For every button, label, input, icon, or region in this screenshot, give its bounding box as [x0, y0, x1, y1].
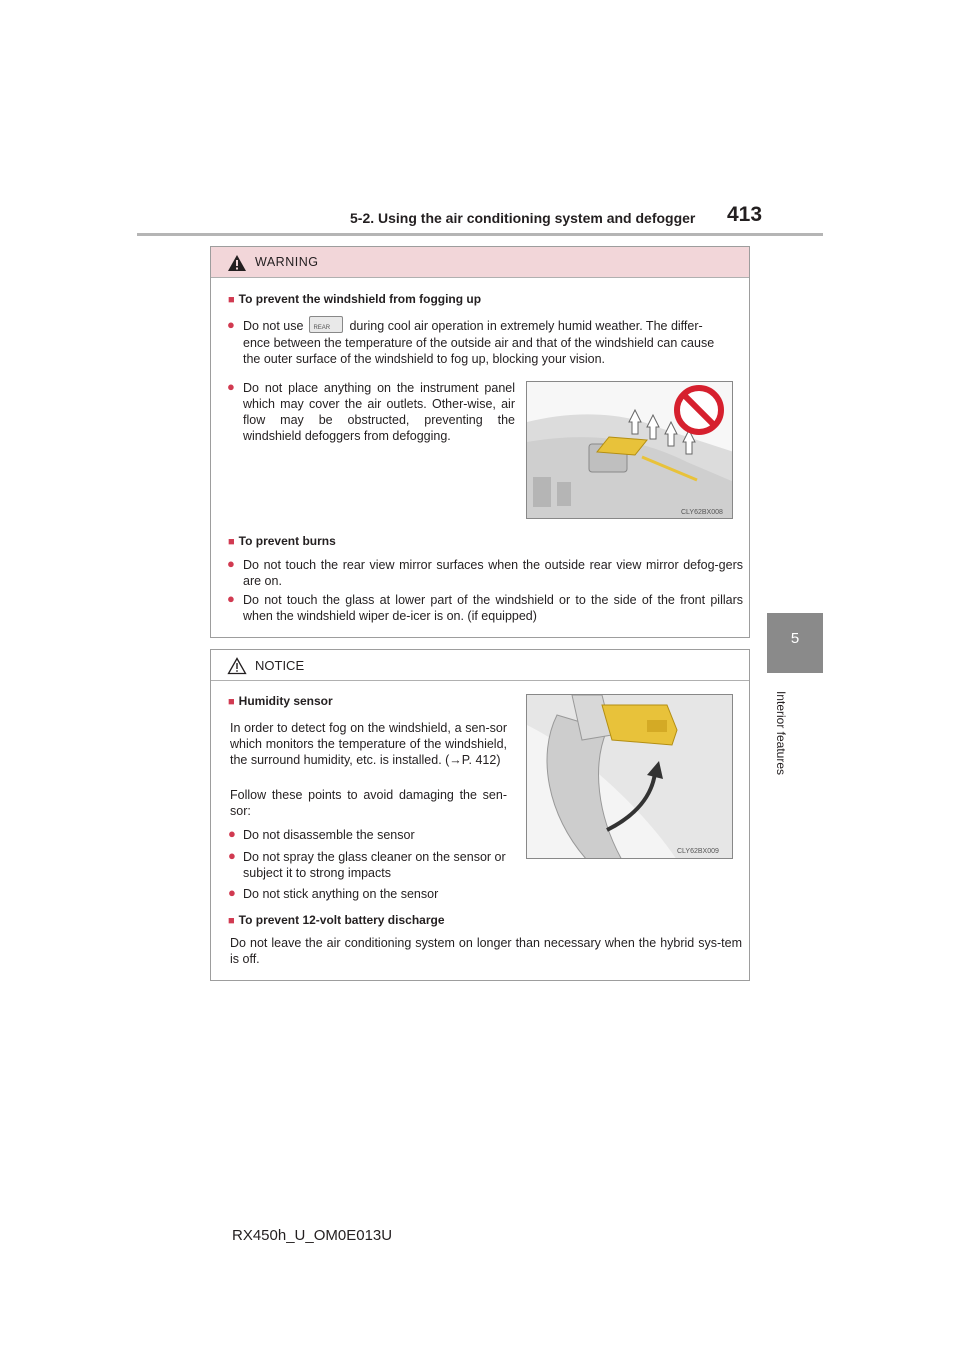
square-bullet-icon: ■: [228, 696, 235, 708]
dashboard-obstruction-icon: [527, 382, 733, 519]
circle-bullet-icon: ●: [228, 848, 236, 863]
manual-code: RX450h_U_OM0E013U: [232, 1227, 393, 1244]
humidity-sensor-illustration: [526, 694, 733, 859]
burn-heading: ■ To prevent burns: [228, 534, 336, 548]
humidity-paragraph-1: In order to detect fog on the windshield, a sen-sor which monitors the temperature of the windshield, the surround humidity, etc. is installed. (→P. 412): [230, 721, 507, 767]
dashboard-illustration: [526, 381, 733, 519]
fog-bullet-2: Do not place anything on the instrument panel which may cover the air outlets. Other-wise, air flow may be obstructed, preventing the windshield defoggers from defogging.: [243, 381, 515, 443]
humidity-bullet-2: Do not spray the glass cleaner on the sensor or subject it to strong impacts: [243, 850, 506, 880]
humidity-sensor-icon: [527, 695, 733, 859]
square-bullet-icon: ■: [228, 915, 235, 927]
circle-bullet-icon: ●: [227, 317, 235, 332]
circle-bullet-icon: ●: [228, 826, 236, 841]
humidity-bullet-1: Do not disassemble the sensor: [243, 828, 415, 842]
page-number: 413: [727, 203, 763, 226]
circle-bullet-icon: ●: [228, 885, 236, 900]
chapter-label: [771, 678, 791, 788]
notice-header: [211, 650, 749, 681]
warning-triangle-icon: [227, 254, 247, 272]
burn-bullet-1: Do not touch the rear view mirror surfaces when the outside rear view mirror defog-gers are on.: [243, 558, 743, 588]
square-bullet-icon: ■: [228, 536, 235, 548]
circle-bullet-icon: ●: [227, 556, 235, 571]
rear-defogger-button-icon: REAR: [309, 316, 343, 333]
square-bullet-icon: ■: [228, 294, 235, 306]
notice-box: [210, 649, 750, 981]
notice-title: NOTICE: [255, 658, 305, 673]
svg-text:CLY62BX009: CLY62BX009: [677, 848, 719, 855]
warning-header: [211, 247, 749, 278]
battery-heading: ■ To prevent 12-volt battery discharge: [228, 913, 445, 927]
fog-bullet-1: Do not use REAR during cool air operation in extremely humid weather. The differ- ence between the temperature of the outside air and that of the windshield can cause the outer surface of the windshield to fog up, blocking your vision.: [243, 318, 743, 367]
burn-bullet-2: Do not touch the glass at lower part of the windshield or to the side of the front pillars when the windshield wiper de-icer is on. (if equipped): [243, 593, 743, 623]
chapter-number: 5: [790, 630, 800, 647]
header-rule: [137, 233, 823, 236]
section-title: 5-2. Using the air conditioning system and defogger: [350, 210, 696, 226]
circle-bullet-icon: ●: [227, 591, 235, 606]
humidity-heading: ■ Humidity sensor: [228, 694, 333, 708]
chapter-label-text: Interior features: [774, 690, 788, 776]
notice-triangle-icon: [227, 657, 247, 675]
humidity-bullet-3: Do not stick anything on the sensor: [243, 887, 439, 901]
warning-title: WARNING: [255, 255, 319, 269]
circle-bullet-icon: ●: [227, 379, 235, 394]
warning-box: [210, 246, 750, 638]
svg-text:CLY62BX008: CLY62BX008: [681, 509, 723, 516]
battery-text: Do not leave the air conditioning system on longer than necessary when the hybrid sys-tem is off.: [230, 936, 742, 966]
fog-heading: ■ To prevent the windshield from fogging up: [228, 292, 482, 306]
humidity-paragraph-2: Follow these points to avoid damaging the sen-sor:: [230, 788, 507, 818]
chapter-tab: [767, 613, 823, 673]
